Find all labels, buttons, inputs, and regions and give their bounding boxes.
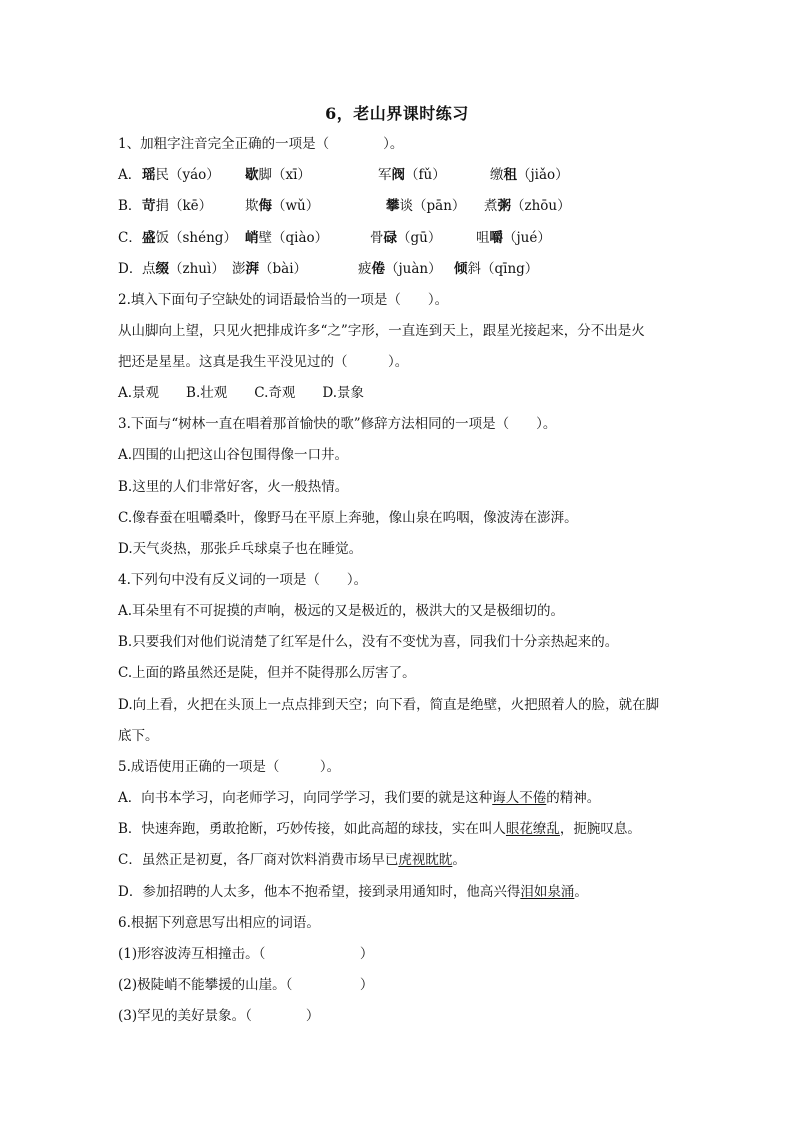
q3-stem: 3.下面与“树林一直在唱着那首愉快的歌”修辞方法相同的一项是（ ）。	[118, 416, 557, 432]
q5-option-c: C．虽然正是初夏，各厂商对饮料消费市场早已虎视眈眈。	[118, 852, 466, 868]
q1-b-item1: 苛捐（kē）	[142, 198, 213, 214]
q5-option-d: D．参加招聘的人太多，他本不抱希望，接到录用通知时，他高兴得泪如泉涌。	[118, 884, 588, 900]
q1-b-item3: 攀谈（pān）	[386, 198, 466, 214]
q1-b-item4: 煮粥（zhōu）	[484, 198, 571, 214]
q5-option-b: B．快速奔跑，勇敢抢断，巧妙传接，如此高超的球技，实在叫人眼花缭乱，扼腕叹息。	[118, 821, 641, 837]
q5-c-idiom: 虎视眈眈	[398, 852, 453, 868]
q2-options: A.景观 B.壮观 C.奇观 D.景象	[118, 385, 365, 401]
q6-item-2: (2)极陡峭不能攀援的山崖。（ ）	[118, 977, 374, 993]
q1-b-label: B．	[118, 198, 142, 214]
q6-stem: 6.根据下列意思写出相应的词语。	[118, 915, 320, 931]
q4-option-d-line1: D.向上看，火把在头顶上一点点排到天空；向下看，简直是绝壁，火把照着人的脸，就在脚	[118, 697, 660, 713]
q1-a-label: A．	[118, 167, 142, 183]
q2-passage-line2: 把还是星星。这真是我生平没见过的（ ）。	[118, 354, 409, 370]
q1-a-item3: 军阀（fǔ）	[378, 167, 446, 183]
q1-d-label: D．	[118, 261, 143, 277]
q1-option-row-d	[118, 259, 678, 279]
q1-b-item2: 欺侮（wǔ）	[245, 198, 320, 214]
q1-a-item2: 歇脚（xī）	[245, 167, 311, 183]
q1-stem: 1、加粗字注音完全正确的一项是（ ）。	[118, 136, 404, 152]
q1-c-item2: 峭壁（qiào）	[245, 230, 329, 246]
q5-b-idiom: 眼花缭乱	[505, 821, 560, 837]
q3-option-a: A.四围的山把这山谷包围得像一口井。	[118, 447, 349, 463]
q1-c-label: C．	[118, 230, 142, 246]
q5-d-idiom: 泪如泉涌	[520, 884, 575, 900]
q4-option-c: C.上面的路虽然还是陡，但并不陡得那么厉害了。	[118, 665, 416, 681]
q3-option-d: D.天气炎热，那张乒乓球桌子也在睡觉。	[118, 541, 363, 557]
q1-option-row-c	[118, 228, 678, 248]
q1-c-item1: 盛饭（shéng）	[142, 230, 237, 246]
q4-option-a: A.耳朵里有不可捉摸的声响，极远的又是极近的，极洪大的又是极细切的。	[118, 603, 565, 619]
q4-stem: 4.下列句中没有反义词的一项是（ ）。	[118, 572, 368, 588]
q1-d-item4: 倾斜（qīng）	[454, 261, 539, 277]
q6-item-1: (1)形容波涛互相撞击。（ ）	[118, 946, 374, 962]
q5-stem: 5.成语使用正确的一项是（ ）。	[118, 759, 341, 775]
q1-d-item1: 点缀（zhuì）	[142, 261, 225, 277]
q1-c-item3: 骨碌（gū）	[370, 230, 442, 246]
q1-d-item2: 澎湃（bài）	[232, 261, 308, 277]
q2-passage-line1: 从山脚向上望，只见火把排成许多“之”字形，一直连到天上，跟星光接起来，分不出是火	[118, 323, 645, 339]
q1-option-row-b	[118, 196, 678, 216]
q3-option-c: C.像春蚕在咀嚼桑叶，像野马在平原上奔驰，像山泉在呜咽，像波涛在澎湃。	[118, 510, 578, 526]
q4-option-b: B.只要我们对他们说清楚了红军是什么，没有不变忧为喜，同我们十分亲热起来的。	[118, 634, 619, 650]
q1-option-row-a	[118, 165, 678, 185]
q5-option-a: A．向书本学习，向老师学习，向同学学习，我们要的就是这种诲人不倦的精神。	[118, 790, 601, 806]
page-title: 6，老山界课时练习	[325, 104, 469, 123]
q1-c-item4: 咀嚼（jué）	[476, 230, 551, 246]
q3-option-b: B.这里的人们非常好客，火一般热情。	[118, 479, 349, 495]
q1-a-item1: 瑶民（yáo）	[142, 167, 220, 183]
q1-d-item3: 疲倦（juàn）	[358, 261, 442, 277]
q2-stem: 2.填入下面句子空缺处的词语最恰当的一项是（ ）。	[118, 292, 449, 308]
q1-a-item4: 缴租（jiǎo）	[490, 167, 569, 183]
q6-item-3: (3)罕见的美好景象。（ ）	[118, 1008, 320, 1024]
q4-option-d-line2: 底下。	[118, 728, 159, 744]
q5-a-idiom: 诲人不倦	[492, 790, 547, 806]
